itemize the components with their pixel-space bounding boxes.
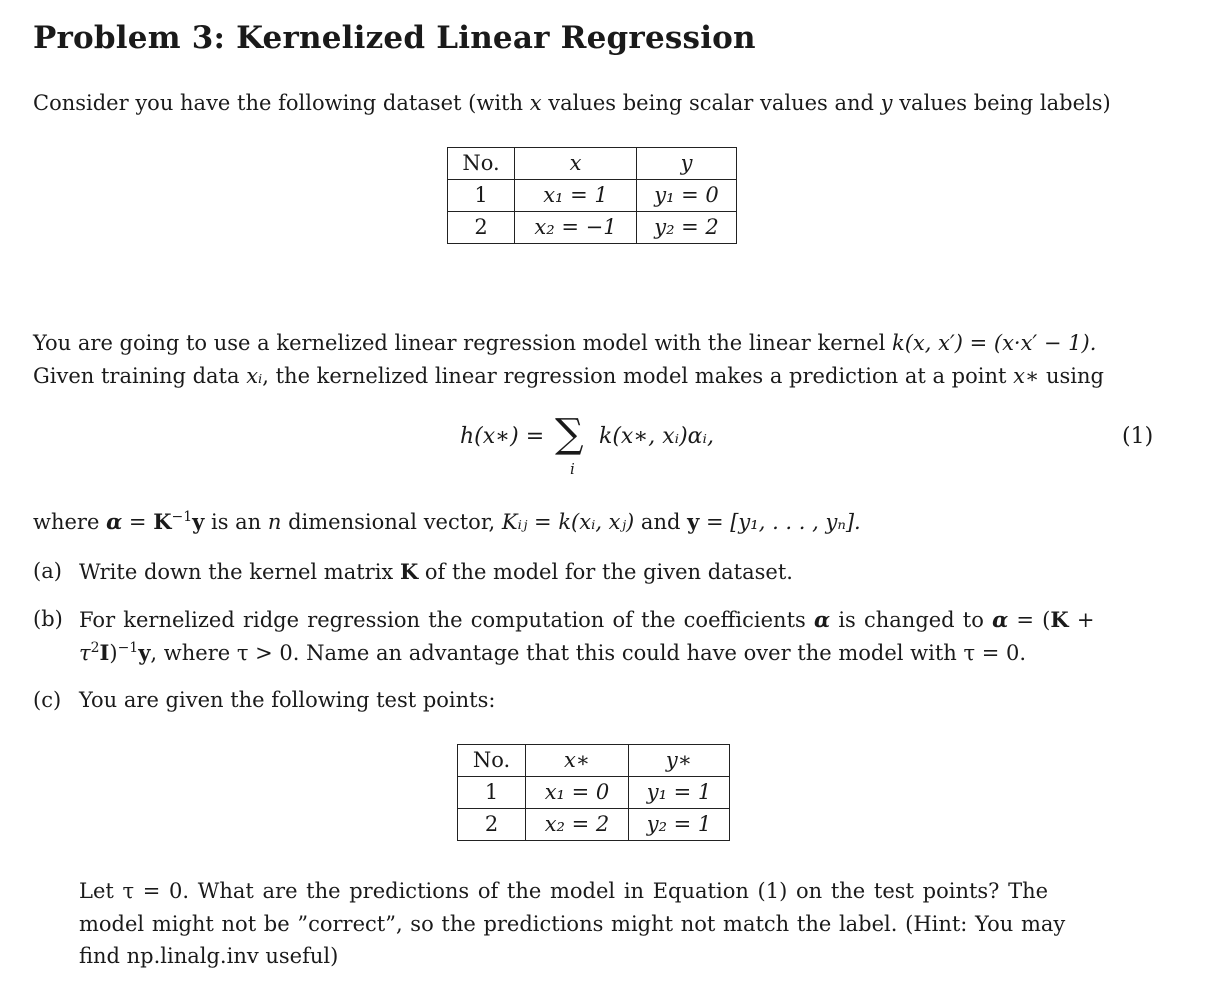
intro-text-1: Consider you have the following dataset (with <box>33 91 530 115</box>
table-row <box>448 180 737 212</box>
item-b-label: (b) <box>33 607 63 631</box>
kernel-matrix-symbol: K <box>153 509 172 534</box>
model-text: You are going to use a kernelized linear regression model with the linear kernel <box>33 331 893 355</box>
y-vector-definition: = [y₁, . . . , yₙ]. <box>699 510 861 534</box>
kernel-matrix-symbol: K <box>399 559 419 584</box>
item-a-text-1: Write down the kernel matrix <box>79 560 400 584</box>
header-cell-xstar: x∗ <box>526 745 629 777</box>
model-text: , the kernelized linear regression model makes a prediction at a point <box>262 364 1014 388</box>
table-cell: x₂ = 2 <box>526 809 629 841</box>
equation-lhs: h(x∗) = <box>460 424 545 449</box>
model-text: Given training data <box>33 364 247 388</box>
table-header-row <box>448 148 737 180</box>
tau-symbol: τ <box>79 641 91 665</box>
where-text: is an <box>204 510 268 534</box>
item-b-text: is changed to <box>830 608 993 632</box>
header-cell-x: x <box>515 148 637 180</box>
item-b-text: For kernelized ridge regression the computation of the coefficients <box>79 608 814 632</box>
table-cell: x₂ = −1 <box>515 212 637 244</box>
table-cell: 1 <box>448 180 515 212</box>
table-header-row <box>458 745 730 777</box>
problem-title: Problem 3: Kernelized Linear Regression <box>33 20 756 56</box>
equation-rhs: k(x∗, xᵢ)αᵢ, <box>599 424 714 449</box>
xstar-symbol: x∗ <box>1013 364 1040 388</box>
item-c-text: You are given the following test points: <box>79 688 496 712</box>
header-cell-y: y <box>637 148 737 180</box>
kij-definition: Kᵢⱼ = k(xᵢ, xⱼ) <box>501 510 635 534</box>
item-b-text: = ( <box>1008 608 1051 632</box>
alpha-symbol: α <box>813 607 831 632</box>
table-row <box>458 809 730 841</box>
intro-text-2: values being scalar values and <box>541 91 881 115</box>
inverse-superscript: −1 <box>171 509 193 525</box>
identity-matrix-symbol: I <box>99 640 110 665</box>
where-text: where <box>33 510 107 534</box>
closing-line-1: Let τ = 0. What are the predictions of the model in Equation (1) on the test points? The <box>79 879 1049 903</box>
header-cell-ystar: y∗ <box>629 745 730 777</box>
alpha-symbol: α <box>992 607 1009 632</box>
where-text: and <box>634 510 688 534</box>
table-cell: x₁ = 0 <box>526 777 629 809</box>
test-points-table <box>457 744 730 841</box>
item-a-text-2: of the model for the given dataset. <box>418 560 793 584</box>
item-a-label: (a) <box>33 559 62 583</box>
table-cell: 2 <box>458 809 526 841</box>
item-c-label: (c) <box>33 688 62 712</box>
table-cell: y₂ = 2 <box>637 212 737 244</box>
summation-index: i <box>570 460 575 478</box>
model-text: using <box>1039 364 1104 388</box>
header-cell-no: No. <box>448 148 515 180</box>
y-vector-symbol: y <box>138 640 151 665</box>
intro-y-symbol: y <box>880 91 893 115</box>
table-cell: y₁ = 0 <box>637 180 737 212</box>
equation-number: (1) <box>1122 424 1154 449</box>
table-cell: y₂ = 1 <box>629 809 730 841</box>
item-b-text: + <box>1068 608 1095 632</box>
where-line <box>33 511 861 533</box>
summation-symbol: ∑ <box>555 411 584 457</box>
table-row <box>448 212 737 244</box>
n-symbol: n <box>267 510 282 534</box>
training-data-table <box>447 147 737 244</box>
item-a-text <box>79 561 793 583</box>
header-cell-no: No. <box>458 745 526 777</box>
item-b-text: , where τ > 0. Name an advantage that this could have over the model with τ = 0. <box>150 641 1027 665</box>
table-cell: 2 <box>448 212 515 244</box>
y-vector-symbol: y <box>687 509 700 534</box>
table-cell: y₁ = 1 <box>629 777 730 809</box>
y-vector-symbol: y <box>192 509 205 534</box>
intro-text-3: values being labels) <box>892 91 1111 115</box>
where-text: = <box>122 510 154 534</box>
table-row <box>458 777 730 809</box>
kernel-matrix-symbol: K <box>1050 607 1069 632</box>
intro-paragraph <box>33 93 1111 114</box>
model-description-line-1 <box>33 333 1096 354</box>
xi-symbol: xᵢ <box>246 364 263 388</box>
where-text: dimensional vector, <box>281 510 502 534</box>
table-cell: x₁ = 1 <box>515 180 637 212</box>
alpha-symbol: α <box>106 509 123 534</box>
closing-line-2: model might not be ”correct”, so the predictions might not match the label. (Hint: You may <box>79 912 1066 936</box>
model-description-line-2 <box>33 366 1104 387</box>
kernel-formula: k(x, x′) = (x·x′ − 1). <box>892 331 1097 355</box>
inverse-superscript: −1 <box>117 640 139 656</box>
item-b-line-2 <box>79 642 1026 664</box>
intro-x-symbol: x <box>529 91 542 115</box>
closing-line-3: find np.linalg.inv useful) <box>79 944 339 968</box>
squared-superscript: 2 <box>90 640 100 656</box>
item-b-text: ) <box>109 641 118 665</box>
table-cell: 1 <box>458 777 526 809</box>
item-b-line-1 <box>79 609 1094 631</box>
